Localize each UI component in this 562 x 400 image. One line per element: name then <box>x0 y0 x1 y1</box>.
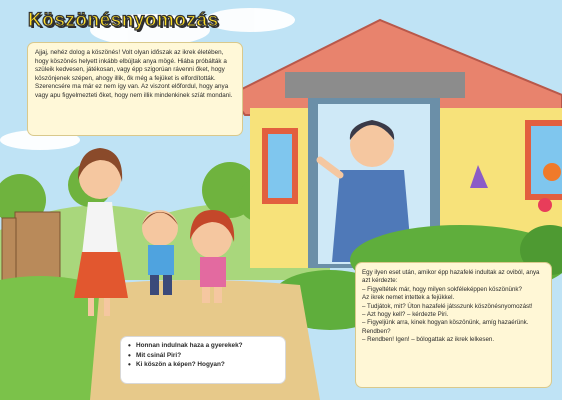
story-line: – Rendben! Igen! – bólogattak az ikrek lelkesen. <box>362 336 495 344</box>
story-line: – Tudjátok, mit? Úton hazafelé játsszunk köszönésnyomozást! <box>362 302 533 310</box>
story-line: – Figyeljünk arra, kinek hogyan köszönünk, amíg hazaérünk. Rendben? <box>362 319 529 335</box>
story-line: Egy ilyen eset után, amikor épp hazafelé indultak az oviból, anya azt kérdezte: <box>362 269 540 285</box>
story-line: Az ikrek nemet intettek a fejükkel. <box>362 294 455 302</box>
questions-box <box>120 336 286 384</box>
questions-list <box>127 341 279 370</box>
page-title: Köszönésnyomozás <box>28 10 219 31</box>
intro-text: Ajjaj, nehéz dolog a köszönés! Volt olyan időszak az ikrek életében, hogy köszönés helyett inkább elbújtak anya mögé. Hiába próbálták a szüleik kedvesen, játékosan, vagy épp szigorúan rávenni őket, hogy köszönjenek szépen, ahogy illik, ők még a fejüket is elfordították. Szerencsére ma már ez nem így van. Az viszont előfordul, hogy anya vagy apu figyelmezteti őket, hogy nem illik mindenkinek szíát mondani. <box>35 49 233 99</box>
intro-text-box <box>27 42 243 136</box>
story-line: – Figyeltétek már, hogy milyen sokféleképpen köszönünk? <box>362 285 522 293</box>
question-item: • Mit csinál Piri? <box>136 351 279 361</box>
question-item: • Honnan indulnak haza a gyerekek? <box>136 341 279 351</box>
door-canopy <box>285 72 465 98</box>
story-text-box <box>355 262 552 388</box>
story-line: – Azt hogy kell? – kérdezte Piri. <box>362 311 449 319</box>
question-item: • Ki köszön a képen? Hogyan? <box>136 360 279 370</box>
